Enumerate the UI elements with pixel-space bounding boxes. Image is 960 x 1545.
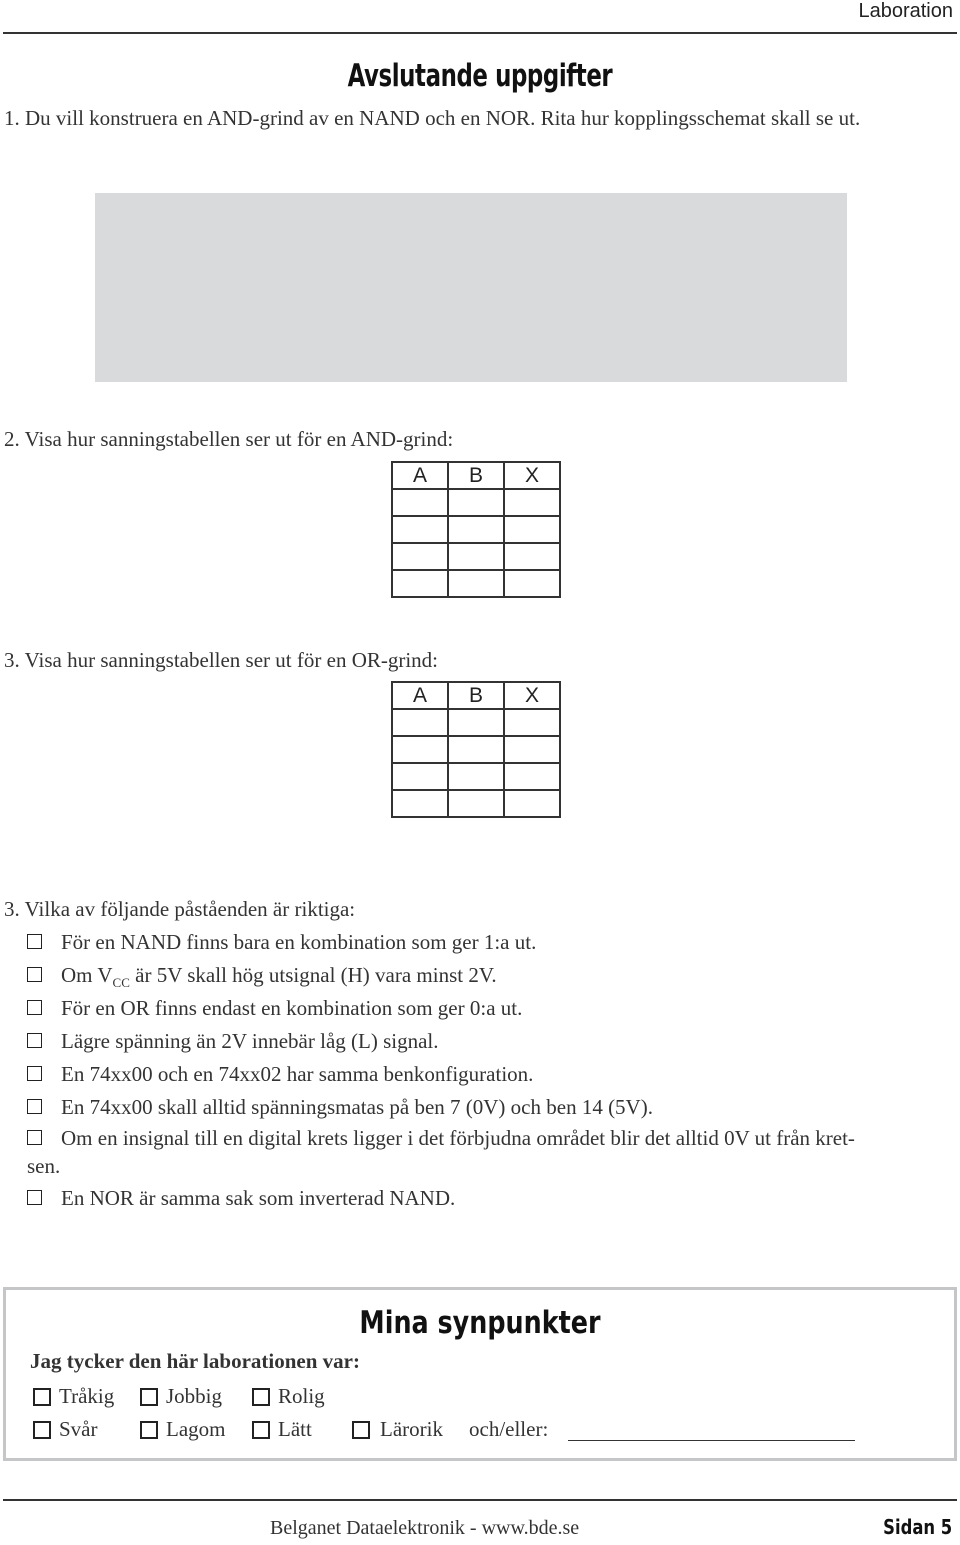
table-cell[interactable] (504, 543, 560, 570)
statement-item[interactable] (27, 1029, 439, 1054)
table-cell[interactable] (448, 763, 504, 790)
option-label: Jobbig (166, 1384, 223, 1408)
table-cell[interactable] (448, 489, 504, 516)
table-row (392, 709, 560, 736)
statement-text: Om en insignal till en digital krets ligger i det förbjudna området blir det alltid 0V ut från kret- (61, 1126, 855, 1150)
table-cell[interactable] (392, 763, 448, 790)
table-cell[interactable] (392, 736, 448, 763)
statement-item[interactable] (27, 1126, 855, 1151)
table-row (392, 570, 560, 597)
drawing-area[interactable] (95, 193, 847, 382)
option-svar[interactable] (33, 1417, 98, 1442)
checkbox[interactable] (27, 1190, 42, 1205)
page-number: Sidan 5 (882, 1515, 952, 1539)
table-cell[interactable] (504, 736, 560, 763)
table-cell[interactable] (504, 790, 560, 817)
option-rolig[interactable] (252, 1384, 325, 1409)
header-divider (3, 32, 957, 34)
checkbox[interactable] (140, 1388, 158, 1406)
statement-continuation: sen. (27, 1154, 61, 1178)
table-cell[interactable] (448, 709, 504, 736)
table-header-x: X (504, 682, 560, 709)
option-label: Tråkig (59, 1384, 115, 1408)
option-lagom[interactable] (140, 1417, 225, 1442)
checkbox[interactable] (252, 1388, 270, 1406)
page-title: Avslutande uppgifter (347, 58, 613, 94)
statement-text: För en OR finns endast en kombination som ger 0:a ut. (61, 996, 523, 1020)
footer-divider (3, 1499, 957, 1501)
question-3: 3. Visa hur sanningstabellen ser ut för en OR-grind: (4, 648, 439, 672)
table-cell[interactable] (448, 570, 504, 597)
table-row (392, 543, 560, 570)
table-cell[interactable] (448, 516, 504, 543)
table-row (392, 790, 560, 817)
checkbox[interactable] (140, 1421, 158, 1439)
option-latt[interactable] (252, 1417, 312, 1442)
checkbox[interactable] (27, 1000, 42, 1015)
question-2: 2. Visa hur sanningstabellen ser ut för en AND-grind: (4, 427, 454, 451)
option-label: Lagom (166, 1417, 226, 1441)
checkbox[interactable] (27, 1066, 42, 1081)
table-cell[interactable] (392, 516, 448, 543)
header-section-label: Laboration (858, 0, 953, 22)
table-row (392, 763, 560, 790)
statement-text: Om V (61, 963, 113, 987)
table-row (392, 736, 560, 763)
checkbox[interactable] (27, 1099, 42, 1114)
statement-text: Lägre spänning än 2V innebär låg (L) signal. (61, 1029, 439, 1053)
table-cell[interactable] (448, 790, 504, 817)
table-cell[interactable] (504, 516, 560, 543)
checkbox[interactable] (252, 1421, 270, 1439)
checkbox[interactable] (33, 1421, 51, 1439)
table-cell[interactable] (448, 736, 504, 763)
option-label: Svår (59, 1417, 98, 1441)
and-or-label: och/eller: (469, 1417, 549, 1441)
statement-item[interactable] (27, 930, 536, 955)
statement-item[interactable] (27, 1095, 653, 1120)
statement-text: En 74xx00 skall alltid spänningsmatas på ben 7 (0V) och ben 14 (5V). (61, 1095, 653, 1119)
feedback-title: Mina synpunkter (359, 1305, 601, 1341)
table-cell[interactable] (504, 763, 560, 790)
checkbox[interactable] (27, 967, 42, 982)
checkbox[interactable] (27, 934, 42, 949)
table-cell[interactable] (392, 543, 448, 570)
table-row (392, 489, 560, 516)
table-cell[interactable] (392, 489, 448, 516)
option-trakig[interactable] (33, 1384, 114, 1409)
question-1: 1. Du vill konstruera en AND-grind av en NAND och en NOR. Rita hur kopplingsschemat skall se ut. (4, 106, 861, 130)
statement-item[interactable] (27, 1062, 533, 1087)
table-cell[interactable] (392, 709, 448, 736)
table-cell[interactable] (392, 570, 448, 597)
question-4: 3. Vilka av följande påståenden är riktiga: (4, 897, 356, 921)
checkbox[interactable] (27, 1130, 42, 1145)
table-cell[interactable] (504, 570, 560, 597)
checkbox[interactable] (33, 1388, 51, 1406)
table-cell[interactable] (392, 790, 448, 817)
statement-text: En NOR är samma sak som inverterad NAND. (61, 1186, 456, 1210)
table-row (392, 516, 560, 543)
checkbox[interactable] (27, 1033, 42, 1048)
table-header-a: A (392, 682, 448, 709)
statement-text: är 5V skall hög utsignal (H) vara minst 2V. (135, 963, 497, 987)
table-header-x: X (504, 462, 560, 489)
option-jobbig[interactable] (140, 1384, 222, 1409)
checkbox[interactable] (352, 1421, 370, 1439)
or-truth-table (391, 681, 561, 818)
and-truth-table (391, 461, 561, 598)
statement-text: En 74xx00 och en 74xx02 har samma benkonfiguration. (61, 1062, 534, 1086)
table-header-b: B (448, 682, 504, 709)
statement-text: För en NAND finns bara en kombination som ger 1:a ut. (61, 930, 537, 954)
footer-publisher: Belganet Dataelektronik - www.bde.se (270, 1517, 580, 1539)
option-label: Rolig (278, 1384, 325, 1408)
option-larorik[interactable] (352, 1417, 443, 1442)
table-cell[interactable] (448, 543, 504, 570)
table-header-b: B (448, 462, 504, 489)
feedback-question: Jag tycker den här laborationen var: (30, 1349, 360, 1373)
comment-line[interactable] (568, 1440, 855, 1441)
option-label: Lärorik (380, 1417, 443, 1441)
table-cell[interactable] (504, 489, 560, 516)
table-header-a: A (392, 462, 448, 489)
statement-item[interactable] (27, 996, 522, 1021)
option-label: Lätt (278, 1417, 312, 1441)
statement-item[interactable] (27, 1186, 455, 1211)
table-cell[interactable] (504, 709, 560, 736)
statement-item[interactable] (27, 963, 497, 991)
statement-subscript: CC (112, 975, 130, 991)
